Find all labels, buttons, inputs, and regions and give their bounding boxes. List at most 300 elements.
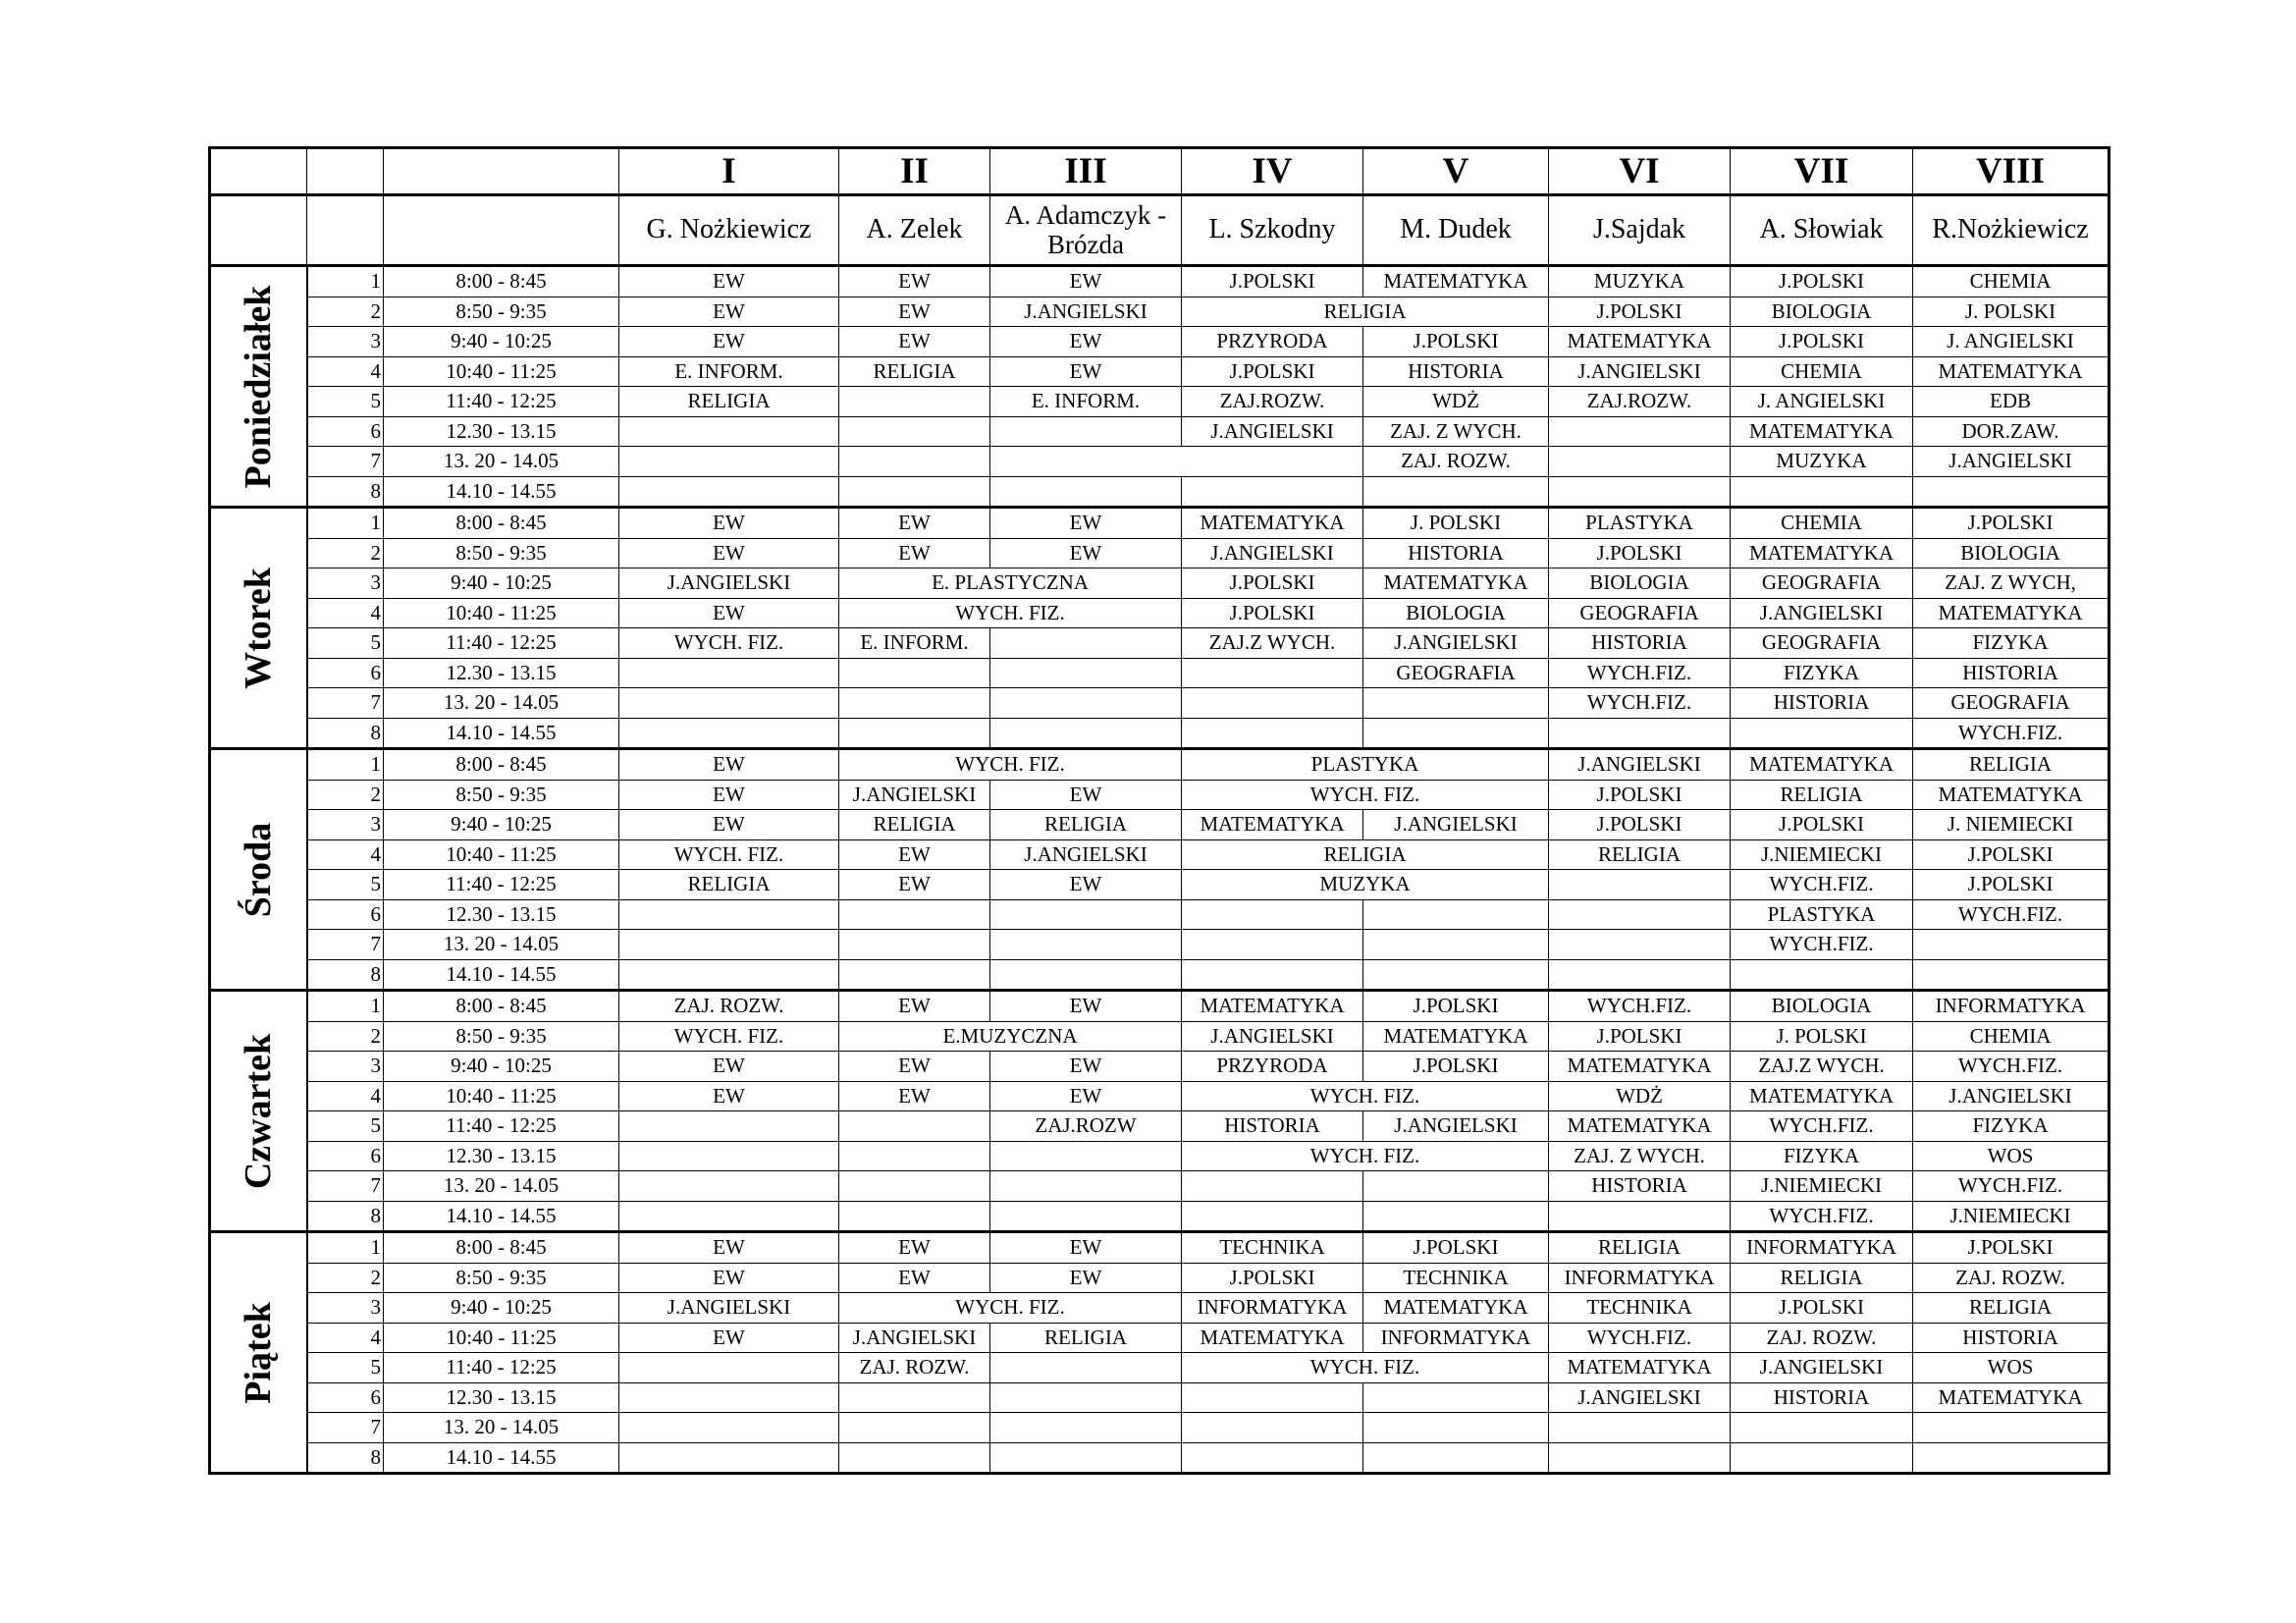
lesson-cell: PRZYRODA	[1182, 1052, 1363, 1082]
lesson-cell	[1731, 476, 1913, 508]
lesson-cell	[1363, 688, 1549, 719]
lesson-cell	[990, 930, 1182, 960]
lesson-cell	[990, 447, 1363, 477]
lesson-row	[210, 718, 2109, 749]
lesson-cell: MATEMATYKA	[1182, 1323, 1363, 1353]
lesson-cell: EW	[619, 297, 839, 327]
lesson-cell	[1182, 1171, 1363, 1202]
lesson-cell: J. NIEMIECKI	[1913, 810, 2109, 840]
lesson-time: 8:00 - 8:45	[384, 749, 619, 781]
lesson-cell: MATEMATYKA	[1731, 416, 1913, 447]
lesson-number: 7	[307, 1413, 384, 1443]
lesson-time: 14.10 - 14.55	[384, 1442, 619, 1474]
lesson-cell: WYCH.FIZ.	[1913, 718, 2109, 749]
lesson-time: 12.30 - 13.15	[384, 1382, 619, 1413]
lesson-cell	[990, 476, 1182, 508]
lesson-cell: ZAJ.ROZW.	[1549, 387, 1731, 417]
lesson-cell: HISTORIA	[1731, 1382, 1913, 1413]
lesson-cell: GEOGRAFIA	[1731, 628, 1913, 659]
lesson-cell: J.ANGIELSKI	[839, 780, 990, 810]
lesson-row	[210, 628, 2109, 659]
lesson-time: 12.30 - 13.15	[384, 899, 619, 930]
lesson-cell: ZAJ.ROZW	[990, 1111, 1182, 1142]
lesson-cell	[839, 1111, 990, 1142]
lesson-row	[210, 1021, 2109, 1052]
lesson-cell	[1363, 959, 1549, 991]
lesson-cell: BIOLOGIA	[1549, 568, 1731, 599]
lesson-cell	[1549, 899, 1731, 930]
lesson-number: 3	[307, 810, 384, 840]
lesson-cell: EW	[839, 266, 990, 298]
lesson-cell: EW	[619, 810, 839, 840]
lesson-number: 8	[307, 959, 384, 991]
lesson-cell: EW	[990, 1232, 1182, 1264]
lesson-number: 6	[307, 899, 384, 930]
lesson-row	[210, 810, 2109, 840]
lesson-cell: J. POLSKI	[1913, 297, 2109, 327]
lesson-row	[210, 959, 2109, 991]
lesson-time: 8:00 - 8:45	[384, 991, 619, 1022]
lesson-cell: MATEMATYKA	[1363, 266, 1549, 298]
lesson-cell	[1363, 1442, 1549, 1474]
lesson-time: 13. 20 - 14.05	[384, 1413, 619, 1443]
lesson-cell: J.ANGIELSKI	[1182, 538, 1363, 568]
lesson-cell: EW	[619, 598, 839, 628]
lesson-time: 14.10 - 14.55	[384, 718, 619, 749]
lesson-cell	[1182, 658, 1363, 688]
lesson-cell: MATEMATYKA	[1549, 1052, 1731, 1082]
lesson-row	[210, 266, 2109, 298]
teacher-name: M. Dudek	[1363, 195, 1549, 266]
lesson-time: 9:40 - 10:25	[384, 1293, 619, 1324]
lesson-cell: EW	[619, 1263, 839, 1293]
lesson-cell: WYCH.FIZ.	[1731, 930, 1913, 960]
lesson-number: 4	[307, 598, 384, 628]
day-name: Wtorek	[238, 567, 280, 689]
lesson-cell: J.NIEMIECKI	[1731, 839, 1913, 870]
teacher-name: A. Słowiak	[1731, 195, 1913, 266]
lesson-cell	[1363, 476, 1549, 508]
lesson-cell: WYCH. FIZ.	[839, 1293, 1182, 1324]
lesson-cell: PRZYRODA	[1182, 327, 1363, 357]
lesson-cell: MATEMATYKA	[1731, 749, 1913, 781]
lesson-row	[210, 1323, 2109, 1353]
lesson-cell: HISTORIA	[1549, 628, 1731, 659]
lesson-cell	[1549, 416, 1731, 447]
lesson-cell: HISTORIA	[1363, 538, 1549, 568]
lesson-cell	[1549, 447, 1731, 477]
lesson-cell: EW	[990, 266, 1182, 298]
lesson-cell: J. ANGIELSKI	[1913, 327, 2109, 357]
lesson-number: 3	[307, 568, 384, 599]
lesson-cell: GEOGRAFIA	[1913, 688, 2109, 719]
lesson-time: 10:40 - 11:25	[384, 598, 619, 628]
lesson-cell: WDŻ	[1363, 387, 1549, 417]
lesson-cell: EW	[619, 1052, 839, 1082]
lesson-cell: WYCH. FIZ.	[1182, 1353, 1549, 1383]
lesson-number: 4	[307, 1081, 384, 1111]
lesson-cell: WYCH.FIZ.	[1549, 1323, 1731, 1353]
lesson-time: 10:40 - 11:25	[384, 839, 619, 870]
day-name: Czwartek	[238, 1033, 280, 1189]
lesson-cell	[619, 416, 839, 447]
lesson-cell	[1182, 476, 1363, 508]
lesson-number: 1	[307, 266, 384, 298]
lesson-cell	[1182, 899, 1363, 930]
lesson-cell: J.POLSKI	[1182, 598, 1363, 628]
lesson-cell: HISTORIA	[1731, 688, 1913, 719]
lesson-cell: HISTORIA	[1363, 356, 1549, 387]
lesson-cell	[1182, 1201, 1363, 1232]
lesson-time: 10:40 - 11:25	[384, 356, 619, 387]
lesson-cell: WYCH. FIZ.	[619, 839, 839, 870]
lesson-cell: MATEMATYKA	[1731, 538, 1913, 568]
lesson-cell	[1913, 930, 2109, 960]
lesson-number: 6	[307, 1382, 384, 1413]
lesson-time: 14.10 - 14.55	[384, 959, 619, 991]
lesson-cell: FIZYKA	[1731, 658, 1913, 688]
lesson-cell	[990, 959, 1182, 991]
lesson-cell: EW	[839, 839, 990, 870]
lesson-cell: J.POLSKI	[1913, 870, 2109, 900]
lesson-cell: EW	[619, 749, 839, 781]
lesson-cell	[839, 930, 990, 960]
lesson-row	[210, 1263, 2109, 1293]
lesson-row	[210, 297, 2109, 327]
lesson-cell: MATEMATYKA	[1913, 356, 2109, 387]
lesson-cell	[619, 1171, 839, 1202]
lesson-cell: EW	[619, 1323, 839, 1353]
day-label	[210, 508, 307, 749]
lesson-cell	[1549, 870, 1731, 900]
lesson-time: 12.30 - 13.15	[384, 1141, 619, 1171]
lesson-cell: MATEMATYKA	[1731, 1081, 1913, 1111]
lesson-cell: RELIGIA	[990, 1323, 1182, 1353]
lesson-cell	[619, 447, 839, 477]
lesson-cell	[839, 718, 990, 749]
lesson-cell: INFORMATYKA	[1363, 1323, 1549, 1353]
lesson-cell: J.POLSKI	[1913, 839, 2109, 870]
lesson-number: 2	[307, 297, 384, 327]
lesson-cell	[1182, 718, 1363, 749]
lesson-row	[210, 991, 2109, 1022]
lesson-cell: RELIGIA	[990, 810, 1182, 840]
lesson-cell: WYCH.FIZ.	[1731, 1201, 1913, 1232]
lesson-cell: ZAJ. Z WYCH,	[1913, 568, 2109, 599]
lesson-number: 2	[307, 538, 384, 568]
lesson-cell: J.POLSKI	[1182, 356, 1363, 387]
lesson-cell	[1182, 930, 1363, 960]
lesson-cell: RELIGIA	[619, 870, 839, 900]
lesson-cell: J.NIEMIECKI	[1731, 1171, 1913, 1202]
lesson-cell: WYCH. FIZ.	[1182, 780, 1549, 810]
lesson-cell: J.POLSKI	[1182, 568, 1363, 599]
lesson-cell	[990, 1141, 1182, 1171]
lesson-row	[210, 447, 2109, 477]
lesson-time: 9:40 - 10:25	[384, 568, 619, 599]
day-name: Piątek	[238, 1301, 280, 1404]
lesson-cell	[1549, 1201, 1731, 1232]
lesson-cell: CHEMIA	[1913, 1021, 2109, 1052]
lesson-row	[210, 508, 2109, 539]
lesson-cell: EW	[990, 327, 1182, 357]
lesson-time: 8:00 - 8:45	[384, 1232, 619, 1264]
lesson-time: 9:40 - 10:25	[384, 327, 619, 357]
lesson-cell: J.POLSKI	[1182, 266, 1363, 298]
lesson-cell	[839, 1442, 990, 1474]
lesson-cell: GEOGRAFIA	[1731, 568, 1913, 599]
lesson-cell: J. POLSKI	[1363, 508, 1549, 539]
lesson-cell: WYCH. FIZ.	[1182, 1141, 1549, 1171]
lesson-cell: J.POLSKI	[1182, 1263, 1363, 1293]
lesson-cell: J.ANGIELSKI	[619, 568, 839, 599]
lesson-cell: EW	[990, 356, 1182, 387]
lesson-cell: EW	[990, 780, 1182, 810]
lesson-cell: ZAJ. ROZW.	[1363, 447, 1549, 477]
lesson-row	[210, 658, 2109, 688]
lesson-number: 5	[307, 870, 384, 900]
lesson-cell: WYCH.FIZ.	[1731, 1111, 1913, 1142]
lesson-cell: J.ANGIELSKI	[1549, 356, 1731, 387]
lesson-number: 5	[307, 1111, 384, 1142]
lesson-time: 13. 20 - 14.05	[384, 688, 619, 719]
lesson-cell: RELIGIA	[839, 810, 990, 840]
lesson-cell	[839, 899, 990, 930]
lesson-cell: MATEMATYKA	[1363, 1293, 1549, 1324]
lesson-time: 10:40 - 11:25	[384, 1081, 619, 1111]
lesson-cell	[1363, 1201, 1549, 1232]
empty-header-cell	[210, 195, 307, 266]
lesson-cell: EW	[839, 538, 990, 568]
lesson-cell	[990, 1413, 1182, 1443]
lesson-cell: ZAJ. Z WYCH.	[1363, 416, 1549, 447]
lesson-row	[210, 930, 2109, 960]
lesson-row	[210, 1081, 2109, 1111]
lesson-cell: J.ANGIELSKI	[1549, 749, 1731, 781]
lesson-cell	[1731, 1442, 1913, 1474]
lesson-time: 12.30 - 13.15	[384, 658, 619, 688]
lesson-cell: J.ANGIELSKI	[619, 1293, 839, 1324]
lesson-cell	[619, 930, 839, 960]
lesson-cell: WYCH.FIZ.	[1913, 899, 2109, 930]
lesson-cell	[619, 718, 839, 749]
lesson-cell: RELIGIA	[1549, 839, 1731, 870]
lesson-cell: J.POLSKI	[1549, 810, 1731, 840]
lesson-row	[210, 1141, 2109, 1171]
lesson-cell	[619, 658, 839, 688]
lesson-cell: HISTORIA	[1549, 1171, 1731, 1202]
lesson-row	[210, 387, 2109, 417]
lesson-cell	[619, 1442, 839, 1474]
lesson-cell: HISTORIA	[1182, 1111, 1363, 1142]
lesson-cell: EW	[839, 508, 990, 539]
lesson-number: 7	[307, 930, 384, 960]
lesson-number: 8	[307, 476, 384, 508]
lesson-cell: MUZYKA	[1182, 870, 1549, 900]
lesson-row	[210, 568, 2109, 599]
lesson-cell: INFORMATYKA	[1913, 991, 2109, 1022]
lesson-cell	[990, 1353, 1182, 1383]
lesson-cell: TECHNIKA	[1182, 1232, 1363, 1264]
lesson-number: 5	[307, 387, 384, 417]
lesson-cell: J.ANGIELSKI	[990, 297, 1182, 327]
lesson-cell: MATEMATYKA	[1182, 508, 1363, 539]
lesson-cell: EW	[990, 870, 1182, 900]
lesson-cell: ZAJ. ROZW.	[1731, 1323, 1913, 1353]
lesson-number: 7	[307, 1171, 384, 1202]
lesson-cell	[839, 1382, 990, 1413]
lesson-row	[210, 476, 2109, 508]
lesson-cell: WYCH.FIZ.	[1913, 1171, 2109, 1202]
lesson-number: 1	[307, 1232, 384, 1264]
class-header: III	[990, 148, 1182, 195]
lesson-row	[210, 1293, 2109, 1324]
lesson-cell: WYCH.FIZ.	[1549, 688, 1731, 719]
teacher-name: J.Sajdak	[1549, 195, 1731, 266]
lesson-cell: WYCH.FIZ.	[1549, 991, 1731, 1022]
lesson-time: 9:40 - 10:25	[384, 1052, 619, 1082]
lesson-cell	[1913, 1413, 2109, 1443]
lesson-cell	[1549, 718, 1731, 749]
lesson-cell: MATEMATYKA	[1363, 568, 1549, 599]
lesson-cell: WYCH. FIZ.	[839, 598, 1182, 628]
lesson-cell: ZAJ.Z WYCH.	[1731, 1052, 1913, 1082]
lesson-row	[210, 780, 2109, 810]
lesson-cell	[619, 1353, 839, 1383]
lesson-cell: EW	[990, 991, 1182, 1022]
lesson-cell: J.ANGIELSKI	[1363, 1111, 1549, 1142]
lesson-cell	[1182, 688, 1363, 719]
lesson-row	[210, 688, 2109, 719]
lesson-cell: RELIGIA	[619, 387, 839, 417]
lesson-row	[210, 899, 2109, 930]
lesson-time: 13. 20 - 14.05	[384, 1171, 619, 1202]
lesson-number: 6	[307, 416, 384, 447]
lesson-time: 10:40 - 11:25	[384, 1323, 619, 1353]
lesson-time: 9:40 - 10:25	[384, 810, 619, 840]
lesson-cell	[990, 416, 1182, 447]
lesson-row	[210, 839, 2109, 870]
lesson-number: 4	[307, 839, 384, 870]
lesson-cell: DOR.ZAW.	[1913, 416, 2109, 447]
lesson-number: 1	[307, 991, 384, 1022]
lesson-cell: EW	[619, 508, 839, 539]
lesson-cell: EW	[619, 266, 839, 298]
lesson-cell: WYCH. FIZ.	[619, 1021, 839, 1052]
lesson-cell: FIZYKA	[1731, 1141, 1913, 1171]
lesson-cell	[619, 1413, 839, 1443]
lesson-time: 14.10 - 14.55	[384, 476, 619, 508]
lesson-number: 2	[307, 1263, 384, 1293]
lesson-time: 11:40 - 12:25	[384, 628, 619, 659]
lesson-cell: MUZYKA	[1731, 447, 1913, 477]
lesson-cell: ZAJ. ROZW.	[619, 991, 839, 1022]
lesson-cell: MATEMATYKA	[1182, 991, 1363, 1022]
lesson-row	[210, 1201, 2109, 1232]
teacher-name: G. Nożkiewicz	[619, 195, 839, 266]
lesson-number: 4	[307, 1323, 384, 1353]
lesson-cell	[1182, 1442, 1363, 1474]
lesson-row	[210, 538, 2109, 568]
lesson-time: 11:40 - 12:25	[384, 1111, 619, 1142]
lesson-number: 8	[307, 718, 384, 749]
lesson-time: 11:40 - 12:25	[384, 387, 619, 417]
lesson-cell: WYCH.FIZ.	[1731, 870, 1913, 900]
lesson-cell	[990, 1201, 1182, 1232]
lesson-cell: EW	[839, 1232, 990, 1264]
lesson-cell	[839, 387, 990, 417]
lesson-row	[210, 1442, 2109, 1474]
lesson-number: 5	[307, 628, 384, 659]
lesson-number: 3	[307, 327, 384, 357]
lesson-cell: INFORMATYKA	[1549, 1263, 1731, 1293]
lesson-cell: WYCH. FIZ.	[839, 749, 1182, 781]
lesson-cell: ZAJ. ROZW.	[839, 1353, 990, 1383]
lesson-cell	[990, 1382, 1182, 1413]
lesson-cell: J.ANGIELSKI	[1363, 628, 1549, 659]
lesson-number: 2	[307, 1021, 384, 1052]
empty-header-cell	[210, 148, 307, 195]
lesson-cell: J.POLSKI	[1731, 810, 1913, 840]
lesson-cell: HISTORIA	[1913, 658, 2109, 688]
lesson-cell	[1363, 1413, 1549, 1443]
lesson-cell: EW	[990, 1052, 1182, 1082]
lesson-cell: TECHNIKA	[1363, 1263, 1549, 1293]
lesson-cell: J.POLSKI	[1913, 1232, 2109, 1264]
lesson-cell: J.POLSKI	[1549, 780, 1731, 810]
lesson-row	[210, 1171, 2109, 1202]
lesson-row	[210, 356, 2109, 387]
class-header: I	[619, 148, 839, 195]
lesson-cell: J.NIEMIECKI	[1913, 1201, 2109, 1232]
lesson-cell: RELIGIA	[839, 356, 990, 387]
teacher-name: L. Szkodny	[1182, 195, 1363, 266]
lesson-row	[210, 327, 2109, 357]
timetable	[208, 146, 2110, 1475]
class-header: IV	[1182, 148, 1363, 195]
lesson-row	[210, 749, 2109, 781]
lesson-cell: EW	[839, 991, 990, 1022]
lesson-cell: ZAJ. ROZW.	[1913, 1263, 2109, 1293]
lesson-cell: EW	[839, 1081, 990, 1111]
lesson-cell: ZAJ. Z WYCH.	[1549, 1141, 1731, 1171]
lesson-cell	[1913, 1442, 2109, 1474]
lesson-cell: RELIGIA	[1913, 749, 2109, 781]
lesson-cell	[619, 1382, 839, 1413]
lesson-cell: E. PLASTYCZNA	[839, 568, 1182, 599]
lesson-time: 8:50 - 9:35	[384, 1021, 619, 1052]
lesson-cell	[839, 688, 990, 719]
lesson-number: 1	[307, 749, 384, 781]
day-label	[210, 749, 307, 991]
lesson-cell: EW	[990, 508, 1182, 539]
lesson-time: 14.10 - 14.55	[384, 1201, 619, 1232]
lesson-cell	[619, 1141, 839, 1171]
lesson-time: 8:50 - 9:35	[384, 1263, 619, 1293]
lesson-number: 3	[307, 1052, 384, 1082]
lesson-cell: J. ANGIELSKI	[1731, 387, 1913, 417]
lesson-cell: WOS	[1913, 1141, 2109, 1171]
lesson-number: 8	[307, 1201, 384, 1232]
empty-header-cell	[384, 148, 619, 195]
lesson-number: 6	[307, 658, 384, 688]
lesson-row	[210, 1052, 2109, 1082]
lesson-cell: PLASTYKA	[1549, 508, 1731, 539]
teacher-name: A. Zelek	[839, 195, 990, 266]
lesson-cell: FIZYKA	[1913, 1111, 2109, 1142]
lesson-cell: EW	[990, 1263, 1182, 1293]
lesson-cell: EW	[619, 1081, 839, 1111]
